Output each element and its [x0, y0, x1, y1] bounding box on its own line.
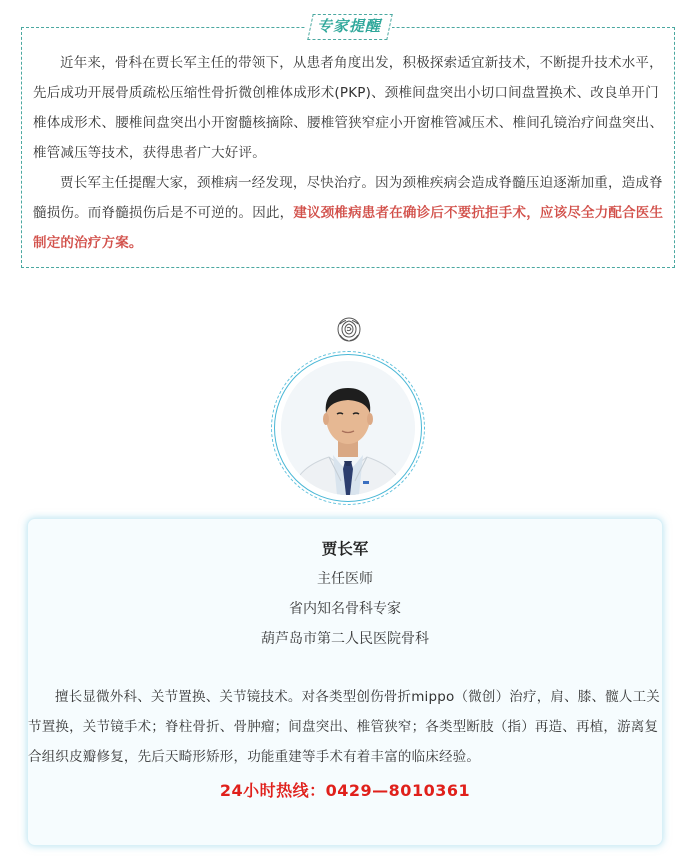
doctor-portrait [281, 361, 415, 495]
doctor-title: 主任医师 [317, 571, 373, 587]
rose-outline-icon [334, 315, 364, 345]
tip-highlight: 建议颈椎病患者在确诊后不要抗拒手术，应该尽全力配合医生制定的治疗方案。 [33, 205, 664, 251]
expert-tip-body [33, 48, 665, 258]
tip-paragraph-1: 近年来，骨科在贾长军主任的带领下，从患者角度出发，积极探索适宜新技术，不断提升技术水平，先后成功开展骨质疏松压缩性骨折微创椎体成形术(PKP)、颈椎间盘突出小切口间盘置换术、改良单开门椎体成形术、腰椎间盘突出小开窗髓核摘除、腰椎管狭窄症小开窗椎管减压术、椎间孔镜治疗间盘突出、椎管减压等技术，获得患者广大好评。 [33, 55, 664, 161]
doctor-hospital: 葫芦岛市第二人民医院骨科 [261, 631, 429, 647]
expert-tip-title: 专家提醒 [316, 17, 381, 35]
expert-tip-box [21, 17, 675, 268]
tip-paragraph-2 [33, 168, 665, 258]
doctor-name: 贾长军 [321, 540, 369, 558]
tip-paragraph-2-text: 贾长军主任提醒大家，颈椎病一经发现，尽快治疗。因为颈椎疾病会造成脊髓压迫逐渐加重，造成脊髓损伤。而脊髓损伤后是不可逆的。因此， [33, 175, 663, 221]
doctor-bio-text: 擅长显微外科、关节置换、关节镜技术。对各类型创伤骨折mippo（微创）治疗，肩、膝、髋人工关节置换，关节镜手术；脊柱骨折、骨肿瘤；间盘突出、椎管狭窄；各类型断肢（指）再造、再植，游离复合组织皮瓣修复，先后天畸形矫形，功能重建等手术有着丰富的临床经验。 [28, 689, 660, 765]
doctor-avatar-frame [274, 354, 422, 502]
doctor-honor: 省内知名骨科专家 [289, 601, 401, 617]
hotline-number[interactable]: 24小时热线：0429—8010361 [219, 781, 471, 800]
doctor-bio [28, 682, 660, 772]
doctor-info-card [27, 518, 663, 846]
expert-tip-tag [306, 12, 392, 40]
